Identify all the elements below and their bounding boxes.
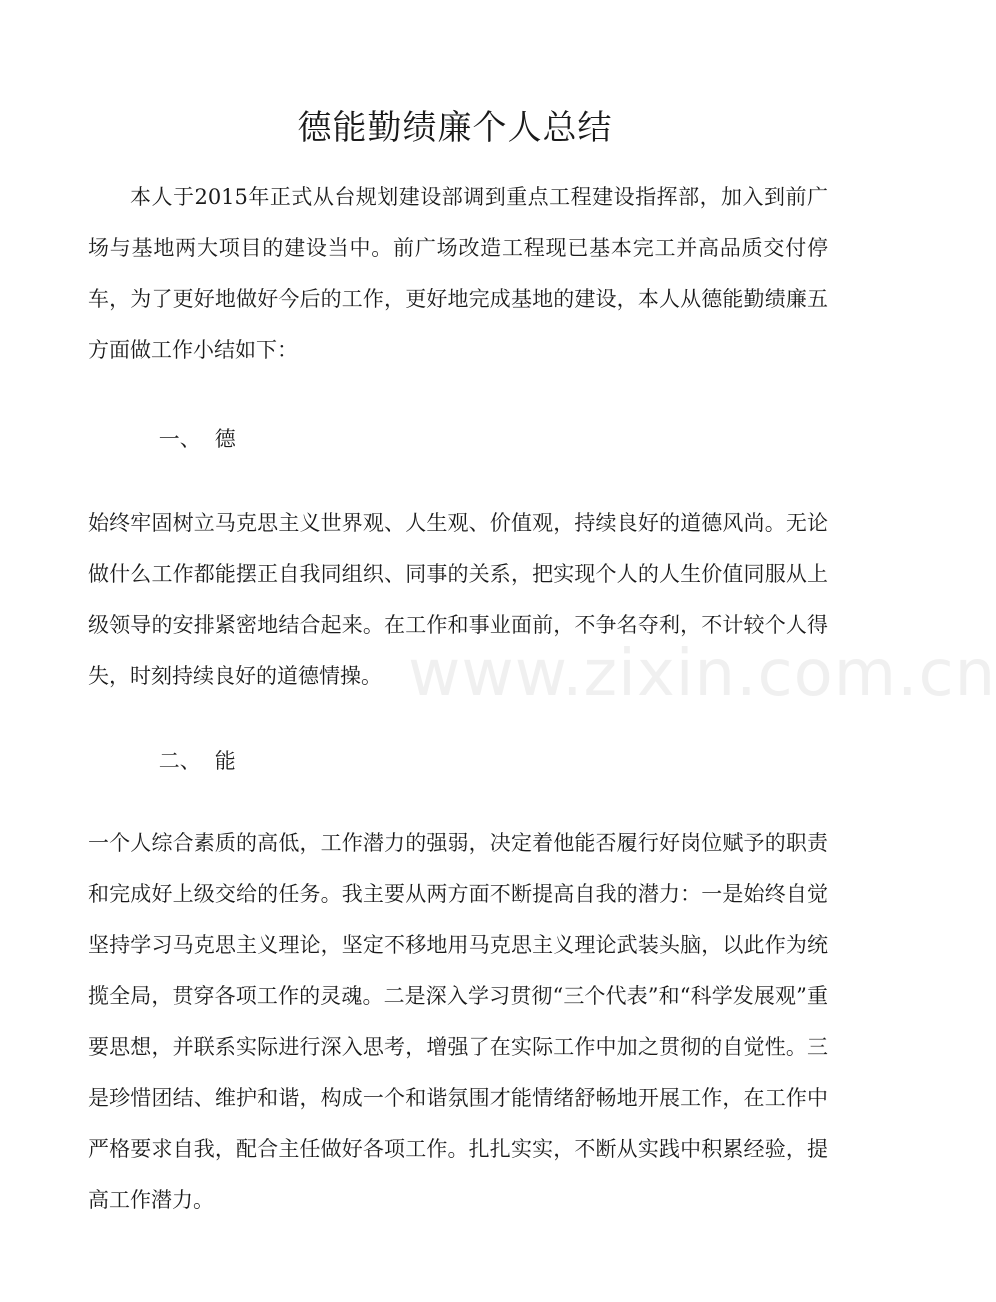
section-number: 一、 [158, 427, 201, 451]
section-title: 能 [214, 749, 236, 773]
section-heading-de [132, 394, 236, 484]
intro-paragraph: 本人于2015年正式从台规划建设部调到重点工程建设指挥部，加入到前广场与基地两大项目的建设当中。前广场改造工程现已基本完工并高品质交付停车，为了更好地做好今后的工作，更好地完成基地的建设，本人从德能勤绩廉五方面做工作小结如下： [88, 185, 828, 362]
document-title: 德能勤绩廉个人总结 [297, 108, 613, 148]
section-body-de: 始终牢固树立马克思主义世界观、人生观、价值观，持续良好的道德风尚。无论做什么工作都能摆正自我同组织、同事的关系，把实现个人的人生价值同服从上级领导的安排紧密地结合起来。在工作和事业面前，不争名夺利，不计较个人得失，时刻持续良好的道德情操。 [88, 511, 828, 688]
section-title: 德 [214, 427, 236, 451]
section-heading-neng [132, 716, 236, 806]
watermark-text: www.zixin.com.cn [408, 637, 996, 711]
section-number: 二、 [158, 749, 201, 773]
section-body-neng: 一个人综合素质的高低，工作潜力的强弱，决定着他能否履行好岗位赋予的职责和完成好上级交给的任务。我主要从两方面不断提高自我的潜力：一是始终自觉坚持学习马克思主义理论，坚定不移地用马克思主义理论武装头脑，以此作为统揽全局，贯穿各项工作的灵魂。二是深入学习贯彻“三个代表”和“科学发展观”重要思想，并联系实际进行深入思考，增强了在实际工作中加之贯彻的自觉性。三是珍惜团结、维护和谐，构成一个和谐氛围才能情绪舒畅地开展工作，在工作中严格要求自我，配合主任做好各项工作。扎扎实实，不断从实践中积累经验，提高工作潜力。 [88, 831, 828, 1212]
